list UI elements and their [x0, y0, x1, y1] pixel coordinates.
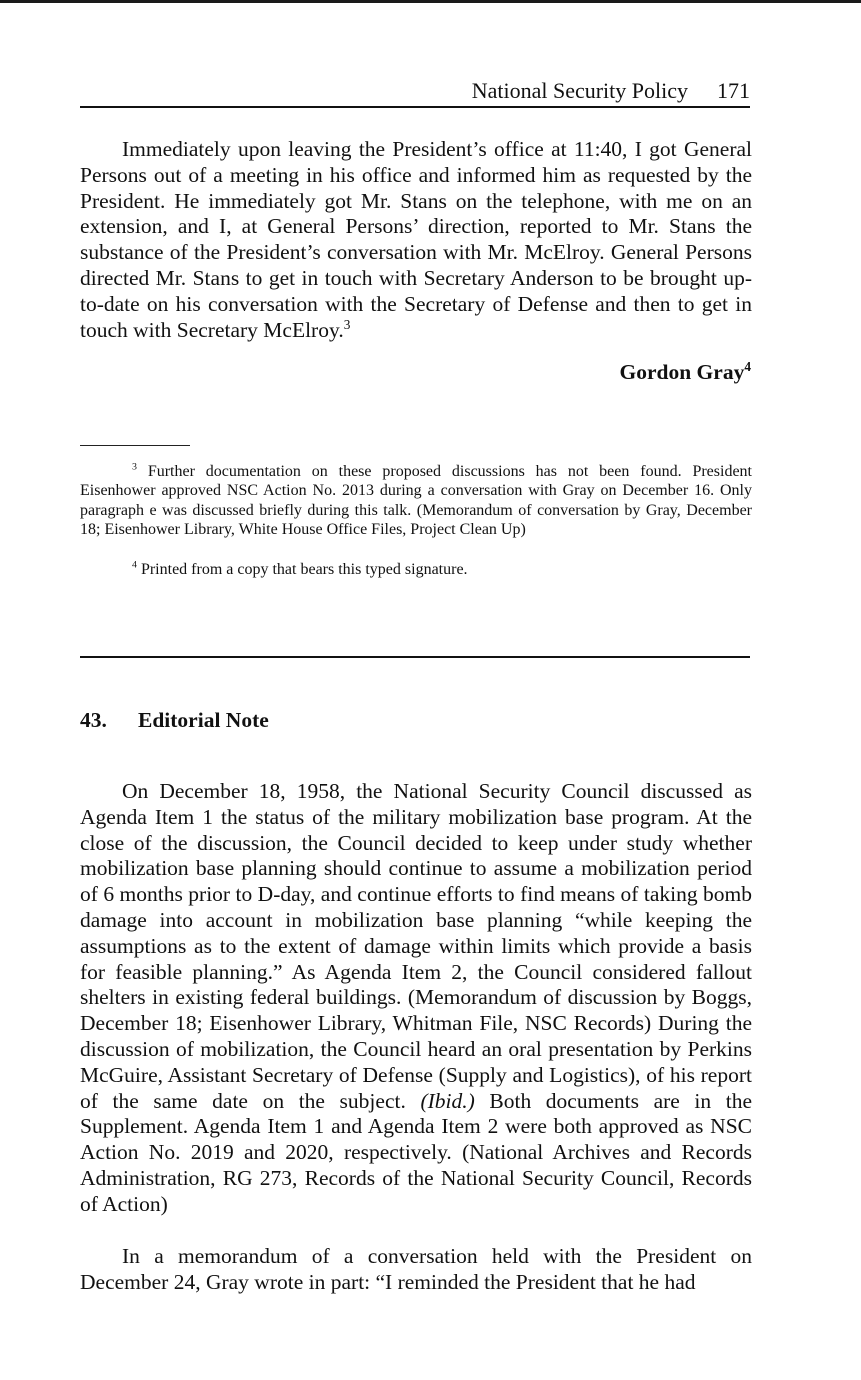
- footnote-mark: 4: [132, 559, 137, 571]
- editorial-paragraph-2: In a memorandum of a conversation held with the President on December 24, Gray wrote in part: “I reminded the President that he had: [80, 1244, 752, 1294]
- section-rule: [80, 656, 750, 658]
- body-paragraph-text: Immediately upon leaving the President’s office at 11:40, I got General Persons out of a meeting in his office and informed him as requested by the President. He immediately got Mr. Stans on the telephone, with me on an extension, and I, at General Persons’ direction, reported to Mr. Stans the substance of the President’s conversation with Mr. McElroy. General Persons directed Mr. Stans to get in touch with Secretary Anderson to be brought up-to-date on his conversation with the Secretary of Defense and then to get in touch with Secretary McElroy.: [80, 137, 752, 342]
- section-title: Editorial Note: [138, 708, 269, 732]
- editorial-text-part1: On December 18, 1958, the National Security Council discussed as Agenda Item 1 the status of the military mobilization base program. At the close of the discussion, the Council decided to keep under study whether mobilization base planning should continue to assume a mobilization period of 6 months prior to D-day, and continue efforts to find means of taking bomb damage into account in mobilization base planning “while keeping the assumptions as to the extent of damage within limits which provide a basis for feasible planning.” As Agenda Item 2, the Council considered fallout shelters in existing federal buildings. (Memorandum of discussion by Boggs, December 18; Eisenhower Library, Whitman File, NSC Records) During the discussion of mobilization, the Council heard an oral presentation by Perkins McGuire, Assistant Secretary of Defense (Supply and Logistics), of his report of the same date on the subject.: [80, 779, 752, 1113]
- editorial-text-part2: Both documents are in the Supplement. Agenda Item 1 and Agenda Item 2 were both approved as NSC Action No. 2019 and 2020, respectively. (National Archives and Records Administration, RG 273, Records of the National Security Council, Records of Action): [80, 1088, 753, 1216]
- footnote-ref-3: 3: [343, 316, 351, 332]
- footnote-ref-4: 4: [744, 358, 751, 374]
- footnote-rule: [80, 445, 190, 446]
- section-number: 43.: [80, 708, 107, 732]
- page-number: 171: [717, 78, 750, 103]
- running-header: [80, 76, 750, 108]
- footnote-4: [80, 560, 752, 579]
- signature-name: Gordon Gray: [619, 360, 745, 384]
- running-title: National Security Policy: [471, 78, 688, 103]
- section-heading: [80, 706, 269, 734]
- body-paragraph: [80, 137, 752, 343]
- header-rule: [80, 106, 750, 108]
- ibid-citation: (Ibid.): [420, 1088, 475, 1113]
- editorial-paragraph: [80, 779, 752, 1218]
- footnote-mark: 3: [132, 461, 137, 473]
- footnote-3: [80, 462, 752, 540]
- footnote-text: Further documentation on these proposed discussions has not been found. President Eisenhower approved NSC Action No. 2013 during a conversation with Gray on December 16. Only paragraph e was discussed briefly during this talk. (Memorandum of conversation by Gray, December 18; Eisenhower Library, White House Office Files, Project Clean Up): [80, 463, 753, 539]
- signature: [620, 359, 752, 385]
- footnote-text: Printed from a copy that bears this typed signature.: [140, 561, 468, 578]
- page-top-edge: [0, 0, 861, 3]
